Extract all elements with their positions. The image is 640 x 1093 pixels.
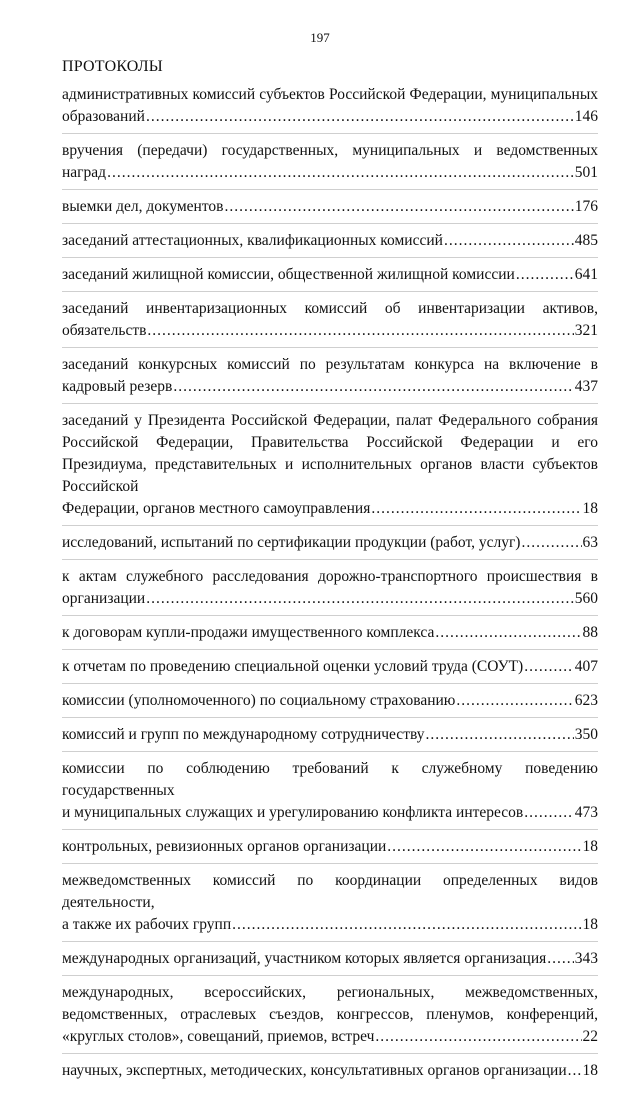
index-entry [62, 566, 598, 616]
entry-text: вручения (передачи) государственных, муниципальных и ведомственных [62, 142, 598, 159]
leader-dots [426, 724, 574, 746]
entry-page-number: 501 [574, 164, 598, 181]
leader-dots [547, 948, 573, 970]
index-entry [62, 656, 598, 684]
leader-dots [435, 622, 581, 644]
index-entry [62, 690, 598, 718]
leader-dots [107, 162, 574, 184]
leader-dots [568, 1060, 582, 1082]
entry-page-number: 473 [574, 804, 598, 821]
entry-text-end: наград [62, 164, 107, 181]
entry-text: комиссии по соблюдению требований к служебному поведению государственных [62, 760, 598, 799]
leader-dots [444, 230, 574, 252]
section-heading: ПРОТОКОЛЫ [62, 58, 163, 75]
entry-page-number: 623 [574, 692, 598, 709]
leader-dots [225, 196, 574, 218]
entry-text-end: организации [62, 590, 146, 607]
entry-text: заседаний инвентаризационных комиссий об инвентаризации активов, [62, 300, 598, 317]
entry-page-number: 560 [574, 590, 598, 607]
index-entry [62, 948, 598, 976]
entry-text: заседаний у Президента Российской Федерации, палат Федерального собрания Российской Федерации, Правительства Российской Федерации и его Президиума, представительных и исполнительных органов власти субъектов Российской [62, 412, 598, 495]
entry-page-number: 63 [582, 534, 598, 551]
index-entry [62, 1060, 598, 1087]
index-entry [62, 230, 598, 258]
entry-text-end: к отчетам по проведению специальной оценки условий труда (СОУТ) [62, 658, 524, 675]
entry-page-number: 18 [582, 1062, 598, 1079]
entry-text-end: заседаний аттестационных, квалификационных комиссий [62, 232, 443, 249]
entry-page-number: 407 [574, 658, 598, 675]
index-entry [62, 298, 598, 348]
entry-text-end: и муниципальных служащих и урегулированию конфликта интересов [62, 804, 524, 821]
entry-text-end: а также их рабочих групп [62, 916, 232, 933]
entry-page-number: 641 [574, 266, 598, 283]
entry-page-number: 321 [574, 322, 598, 339]
leader-dots [146, 588, 574, 610]
leader-dots [371, 498, 581, 520]
entry-text: заседаний конкурсных комиссий по результатам конкурса на включение в [62, 356, 598, 373]
entry-text-end: выемки дел, документов [62, 198, 224, 215]
leader-dots [524, 656, 574, 678]
entry-page-number: 18 [582, 500, 598, 517]
entry-text: к актам служебного расследования дорожно-транспортного происшествия в [62, 568, 598, 585]
entry-text-end: научных, экспертных, методических, консультативных органов организации [62, 1062, 567, 1079]
entry-page-number: 88 [582, 624, 598, 641]
index-entry [62, 870, 598, 942]
entry-page-number: 437 [574, 378, 598, 395]
leader-dots [375, 1026, 581, 1048]
entry-text-end: «круглых столов», совещаний, приемов, встреч [62, 1028, 375, 1045]
index-entry [62, 622, 598, 650]
entry-page-number: 146 [574, 108, 598, 125]
leader-dots [173, 376, 573, 398]
entry-text: международных, всероссийских, региональных, межведомственных, ведомственных, отраслевых съездов, конгрессов, пленумов, конференций, [62, 984, 598, 1023]
index-entry [62, 264, 598, 292]
index-list [62, 84, 598, 1093]
leader-dots [516, 264, 574, 286]
index-entry [62, 84, 598, 134]
leader-dots [232, 914, 581, 936]
index-entry [62, 724, 598, 752]
entry-page-number: 343 [574, 950, 598, 967]
entry-text: административных комиссий субъектов Российской Федерации, муниципальных [62, 86, 598, 103]
index-entry [62, 758, 598, 830]
entry-text: межведомственных комиссий по координации определенных видов деятельности, [62, 872, 598, 911]
entry-text-end: образований [62, 108, 145, 125]
page-number: 197 [310, 30, 330, 45]
entry-text-end: контрольных, ревизионных органов организации [62, 838, 387, 855]
entry-text-end: комиссии (уполномоченного) по социальному страхованию [62, 692, 456, 709]
entry-page-number: 18 [582, 838, 598, 855]
leader-dots [456, 690, 573, 712]
leader-dots [387, 836, 581, 858]
index-entry [62, 196, 598, 224]
index-entry [62, 354, 598, 404]
entry-text-end: международных организаций, участником которых является организация [62, 950, 547, 967]
entry-page-number: 350 [574, 726, 598, 743]
entry-page-number: 485 [574, 232, 598, 249]
entry-text-end: обязательств [62, 322, 147, 339]
index-entry [62, 410, 598, 526]
entry-page-number: 18 [582, 916, 598, 933]
entry-page-number: 22 [582, 1028, 598, 1045]
entry-page-number: 176 [574, 198, 598, 215]
entry-text-end: к договорам купли-продажи имущественного комплекса [62, 624, 435, 641]
entry-text-end: комиссий и групп по международному сотрудничеству [62, 726, 425, 743]
index-entry [62, 140, 598, 190]
leader-dots [147, 320, 573, 342]
index-entry [62, 532, 598, 560]
entry-text-end: заседаний жилищной комиссии, общественной жилищной комиссии [62, 266, 515, 283]
entry-text-end: кадровый резерв [62, 378, 173, 395]
index-entry [62, 836, 598, 864]
entry-text-end: Федерации, органов местного самоуправления [62, 500, 371, 517]
leader-dots [146, 106, 574, 128]
entry-text-end: исследований, испытаний по сертификации продукции (работ, услуг) [62, 534, 521, 551]
leader-dots [524, 802, 574, 824]
leader-dots [521, 532, 581, 554]
index-entry [62, 982, 598, 1054]
